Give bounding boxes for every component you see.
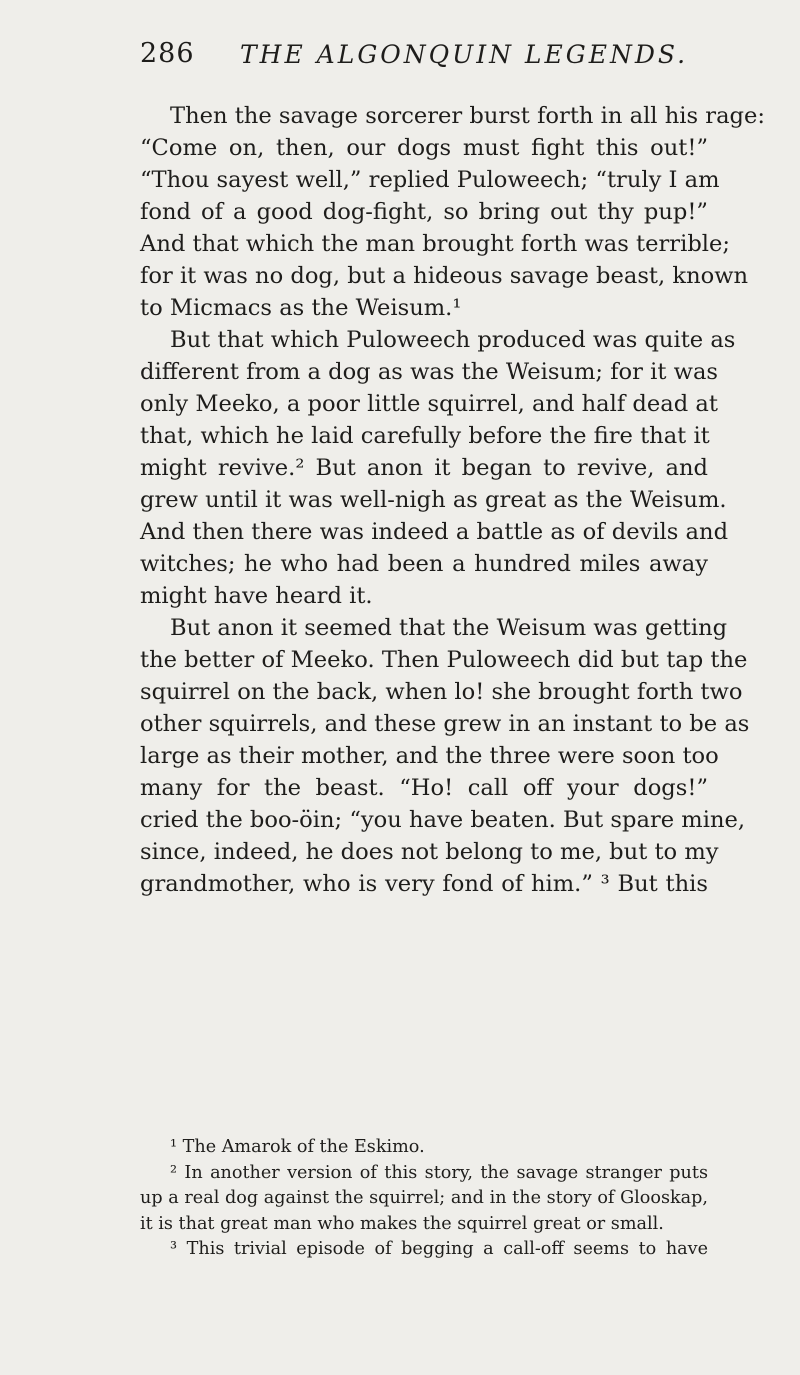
footnote-line: ³ This trivial episode of begging a call-off seems to have	[170, 1239, 708, 1259]
text-line: “Thou sayest well,” replied Puloweech; “truly I am	[140, 167, 720, 193]
text-line: other squirrels, and these grew in an instant to be as	[140, 711, 750, 737]
text-line: grandmother, who is very fond of him.” ³ But this	[140, 871, 708, 897]
text-line: But anon it seemed that the Weisum was getting	[170, 615, 728, 641]
text-line: only Meeko, a poor little squirrel, and half dead at	[140, 391, 718, 417]
text-line: “Come on, then, our dogs must fight this out!”	[140, 135, 708, 161]
page-number: 286	[140, 38, 195, 69]
text-line: squirrel on the back, when lo! she brought forth two	[140, 679, 743, 705]
footnotes	[140, 1135, 708, 1263]
text-line: Then the savage sorcerer burst forth in all his rage:	[170, 103, 765, 129]
text-line: many for the beast. “Ho! call off your dogs!”	[140, 775, 708, 801]
text-line: might revive.² But anon it began to revive, and	[140, 455, 708, 481]
running-title: THE ALGONQUIN LEGENDS.	[240, 40, 689, 69]
text-line: large as their mother, and the three were soon too	[140, 743, 719, 769]
footnote-line: up a real dog against the squirrel; and in the story of Glooskap,	[140, 1188, 708, 1208]
footnote-line: ¹ The Amarok of the Eskimo.	[170, 1137, 425, 1157]
text-line: grew until it was well-nigh as great as the Weisum.	[140, 487, 727, 513]
text-line: fond of a good dog-fight, so bring out thy pup!”	[140, 199, 708, 225]
text-line: different from a dog as was the Weisum; for it was	[140, 359, 719, 385]
text-line: witches; he who had been a hundred miles away	[140, 551, 708, 577]
text-line: the better of Meeko. Then Puloweech did but tap the	[140, 647, 748, 673]
footnote-line: ² In another version of this story, the savage stranger puts	[170, 1162, 708, 1183]
text-line: for it was no dog, but a hideous savage beast, known	[140, 263, 749, 289]
text-line: since, indeed, he does not belong to me, but to my	[140, 839, 719, 865]
text-line: But that which Puloweech produced was quite as	[170, 327, 736, 353]
footnote-line: it is that great man who makes the squirrel great or small.	[140, 1213, 664, 1234]
body-text	[140, 100, 765, 900]
text-line: might have heard it.	[140, 583, 373, 609]
text-line: cried the boo-öin; “you have beaten. But spare mine,	[140, 807, 746, 833]
text-line: And then there was indeed a battle as of devils and	[140, 519, 729, 545]
text-line: to Micmacs as the Weisum.¹	[140, 295, 462, 321]
page-header	[140, 38, 700, 78]
text-line: that, which he laid carefully before the fire that it	[140, 423, 710, 449]
text-line: And that which the man brought forth was terrible;	[140, 231, 730, 257]
